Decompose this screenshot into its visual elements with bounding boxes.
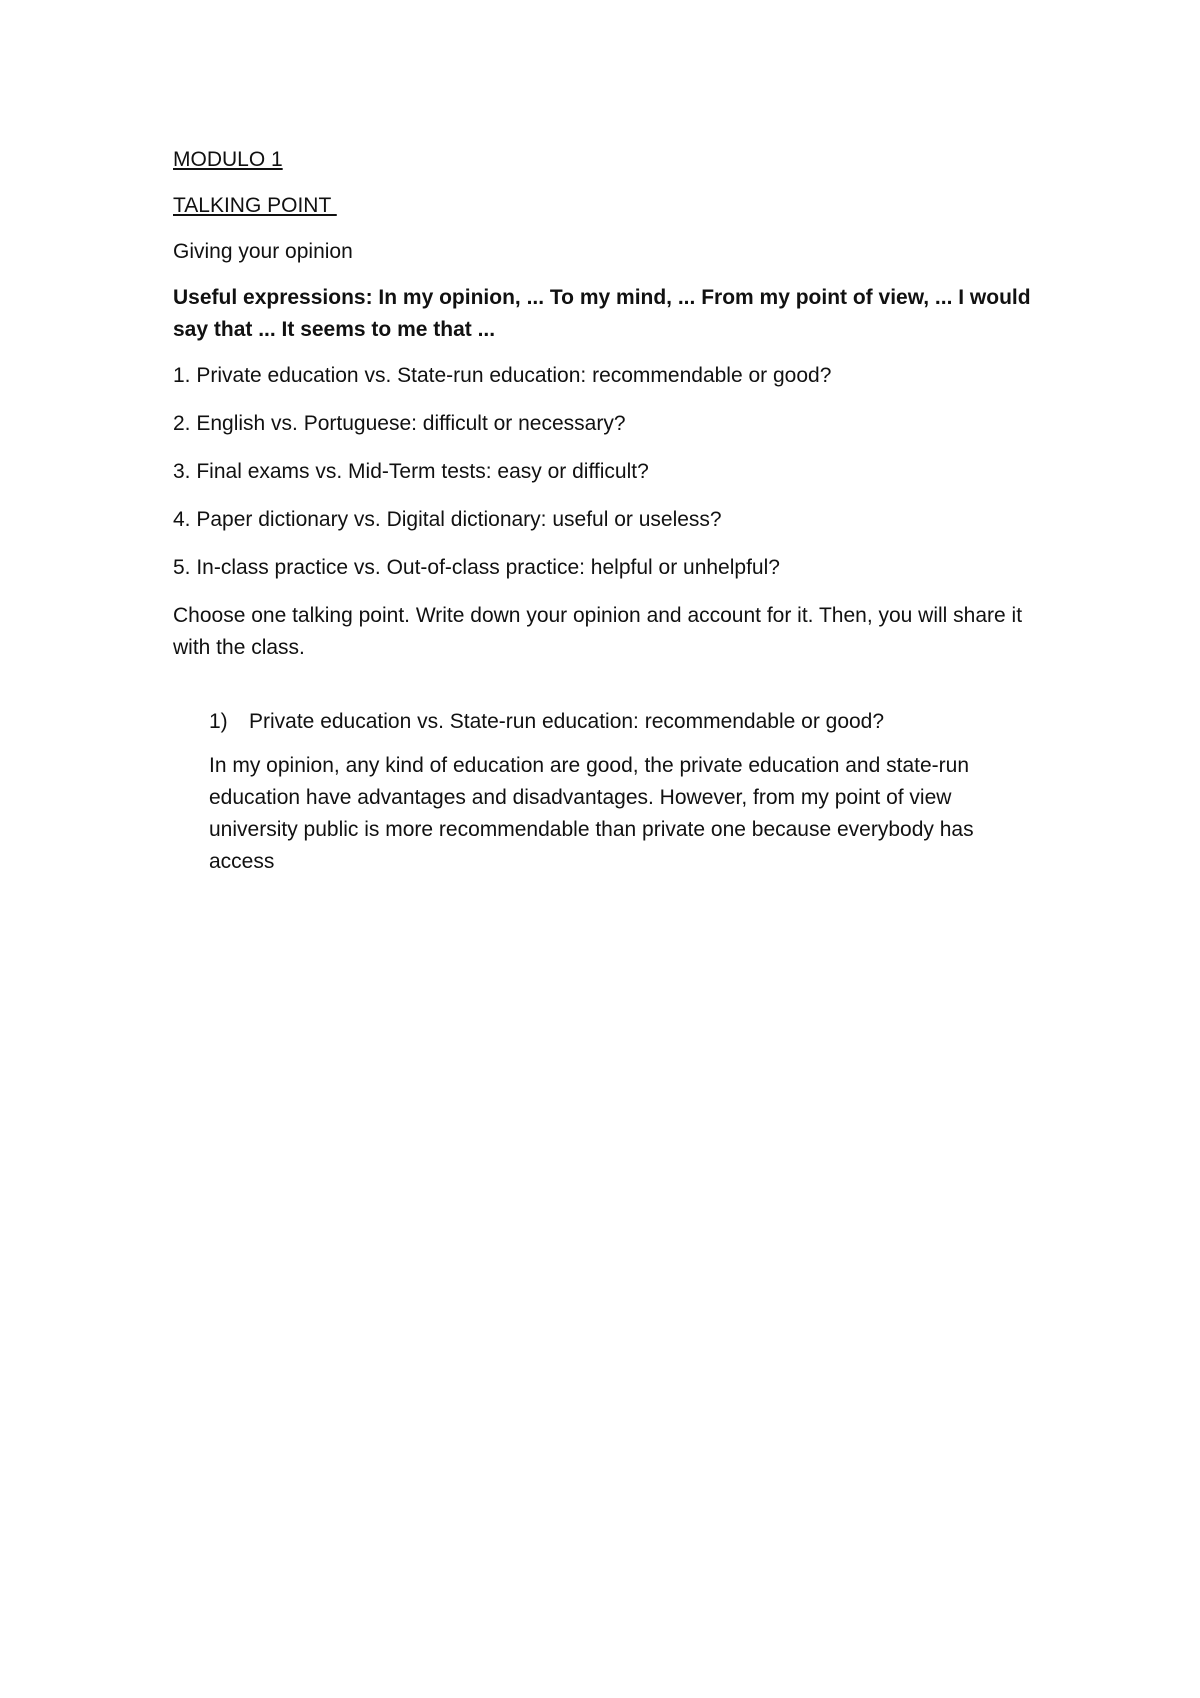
instructions: Choose one talking point. Write down your opinion and account for it. Then, you will share it with the class.	[173, 604, 1023, 659]
topic-list	[173, 360, 1043, 584]
document-content	[173, 144, 1043, 892]
list-item: 1. Private education vs. State-run education: recommendable or good?	[173, 364, 832, 387]
list-item: 2. English vs. Portuguese: difficult or necessary?	[173, 412, 626, 435]
module-title: MODULO 1	[173, 148, 283, 171]
list-item: 3. Final exams vs. Mid-Term tests: easy or difficult?	[173, 460, 649, 483]
section-title: TALKING POINT	[173, 194, 337, 217]
answer-number: 1)	[209, 710, 228, 733]
answer-heading	[209, 710, 1043, 734]
useful-expressions: Useful expressions: In my opinion, ... To my mind, ... From my point of view, ... I would say that ... It seems to me that ...	[173, 286, 1031, 341]
list-item: 5. In-class practice vs. Out-of-class practice: helpful or unhelpful?	[173, 556, 780, 579]
answer-section	[173, 710, 1043, 878]
answer-topic: Private education vs. State-run education: recommendable or good?	[249, 710, 885, 733]
subtitle: Giving your opinion	[173, 240, 353, 263]
list-item: 4. Paper dictionary vs. Digital dictionary: useful or useless?	[173, 508, 722, 531]
answer-text: In my opinion, any kind of education are good, the private education and state-run education have advantages and disadvantages. However, from my point of view university public is more recommendable than private one because everybody has access	[209, 754, 974, 873]
